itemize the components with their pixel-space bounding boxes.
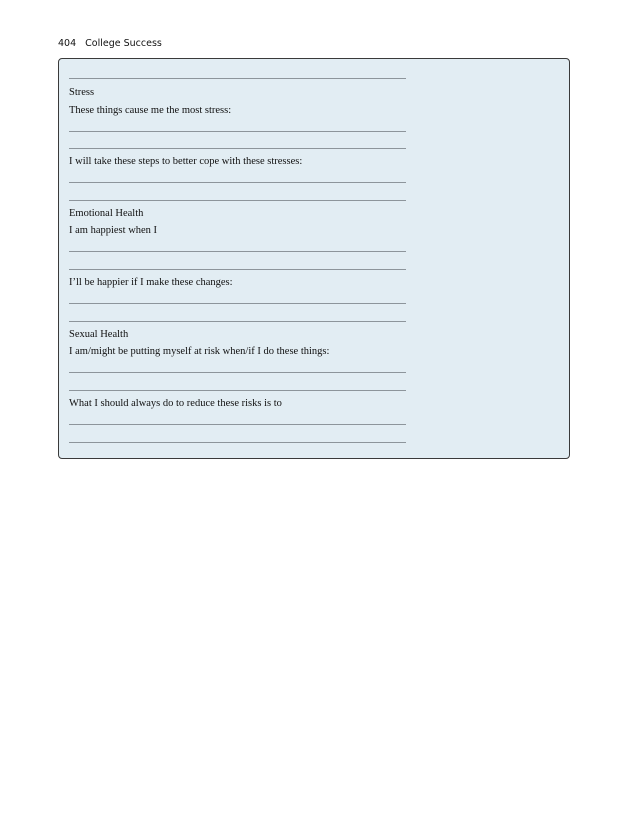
sexual-risk-prompt: I am/might be putting myself at risk when/if I do these things:: [69, 346, 330, 357]
answer-line[interactable]: [69, 321, 406, 322]
answer-line[interactable]: [69, 251, 406, 252]
book-title: College Success: [85, 38, 162, 49]
emotional-happiest-prompt: I am happiest when I: [69, 225, 158, 236]
answer-line[interactable]: [69, 200, 406, 201]
answer-line[interactable]: [69, 442, 406, 443]
answer-line[interactable]: [69, 182, 406, 183]
sexual-health-heading: Sexual Health: [69, 329, 129, 340]
answer-line[interactable]: [69, 131, 406, 132]
sexual-reduce-prompt: What I should always do to reduce these risks is to: [69, 398, 282, 409]
answer-line[interactable]: [69, 424, 406, 425]
answer-line[interactable]: [69, 269, 406, 270]
stress-causes-prompt: These things cause me the most stress:: [69, 105, 232, 116]
answer-line[interactable]: [69, 390, 406, 391]
answer-line[interactable]: [69, 78, 406, 79]
running-header: [58, 38, 162, 49]
answer-line[interactable]: [69, 148, 406, 149]
page-number: 404: [58, 38, 77, 49]
answer-line[interactable]: [69, 303, 406, 304]
answer-line[interactable]: [69, 372, 406, 373]
worksheet-box: [58, 58, 570, 459]
stress-heading: Stress: [69, 87, 95, 98]
stress-steps-prompt: I will take these steps to better cope with these stresses:: [69, 156, 303, 167]
emotional-changes-prompt: I’ll be happier if I make these changes:: [69, 277, 233, 288]
emotional-health-heading: Emotional Health: [69, 208, 144, 219]
